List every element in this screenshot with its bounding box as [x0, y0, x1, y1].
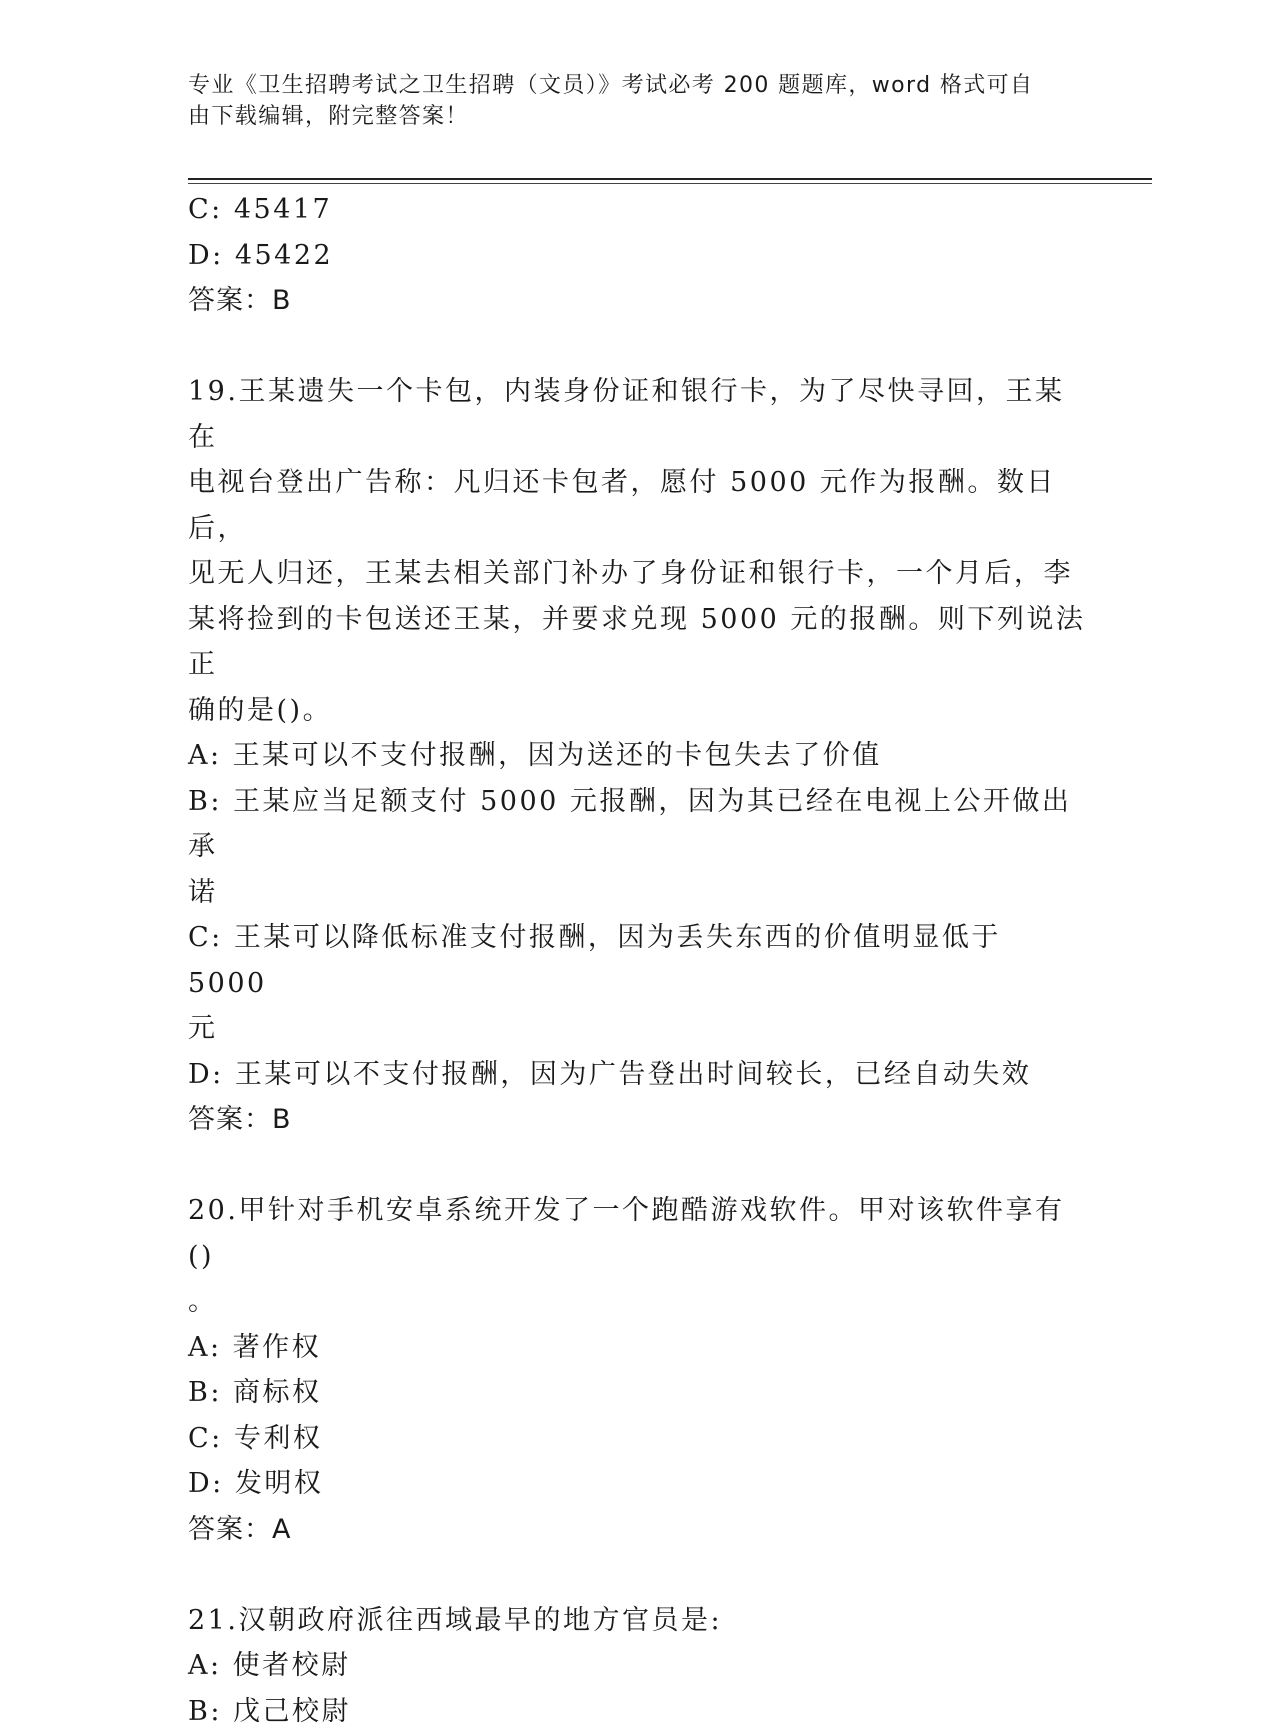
- q19-option-c-line-2: 元: [188, 1006, 1088, 1052]
- q19-stem-line-5: 确的是()。: [188, 688, 1088, 734]
- q20-answer: 答案：A: [188, 1507, 1088, 1553]
- header-line-1: 专业《卫生招聘考试之卫生招聘（文员）》考试必考 200 题题库，word 格式可自: [188, 70, 1068, 101]
- q19-stem-line-1: 19.王某遗失一个卡包，内装身份证和银行卡，为了尽快寻回，王某在: [188, 369, 1088, 460]
- q19-stem-line-4: 某将捡到的卡包送还王某，并要求兑现 5000 元的报酬。则下列说法正: [188, 597, 1088, 688]
- q18-option-d: D: 45422: [188, 233, 1088, 279]
- page-header: [188, 70, 1068, 132]
- q19-option-d: D: 王某可以不支付报酬，因为广告登出时间较长，已经自动失效: [188, 1052, 1088, 1098]
- spacer: [188, 324, 1088, 370]
- header-rule-top: [188, 178, 1152, 180]
- header-rule-bottom: [188, 183, 1152, 184]
- question-20: [188, 1188, 1088, 1552]
- q18-option-c: C: 45417: [188, 187, 1088, 233]
- q18-answer: 答案：B: [188, 278, 1088, 324]
- q21-option-b: B: 戊己校尉: [188, 1689, 1088, 1734]
- q19-option-b-line-2: 诺: [188, 870, 1088, 916]
- q20-stem-line-2: 。: [188, 1279, 1088, 1325]
- q20-option-d: D: 发明权: [188, 1461, 1088, 1507]
- q21-option-a: A: 使者校尉: [188, 1643, 1088, 1689]
- q19-stem-line-2: 电视台登出广告称：凡归还卡包者，愿付 5000 元作为报酬。数日后，: [188, 460, 1088, 551]
- question-19: [188, 369, 1088, 1143]
- spacer: [188, 1143, 1088, 1189]
- question-21: [188, 1598, 1088, 1734]
- q19-answer: 答案：B: [188, 1097, 1088, 1143]
- question-18: [188, 187, 1088, 324]
- document-body: [188, 187, 1088, 1734]
- q21-stem: 21.汉朝政府派往西域最早的地方官员是:: [188, 1598, 1088, 1644]
- q20-option-c: C: 专利权: [188, 1416, 1088, 1462]
- q19-stem-line-3: 见无人归还，王某去相关部门补办了身份证和银行卡，一个月后，李: [188, 551, 1088, 597]
- q19-option-b-line-1: B: 王某应当足额支付 5000 元报酬，因为其已经在电视上公开做出承: [188, 779, 1088, 870]
- header-line-2: 由下载编辑，附完整答案！: [188, 101, 1068, 132]
- q20-option-a: A: 著作权: [188, 1325, 1088, 1371]
- q19-option-c-line-1: C: 王某可以降低标准支付报酬，因为丢失东西的价值明显低于 5000: [188, 915, 1088, 1006]
- spacer: [188, 1552, 1088, 1598]
- q20-stem-line-1: 20.甲针对手机安卓系统开发了一个跑酷游戏软件。甲对该软件享有(): [188, 1188, 1088, 1279]
- q19-option-a: A: 王某可以不支付报酬，因为送还的卡包失去了价值: [188, 733, 1088, 779]
- q20-option-b: B: 商标权: [188, 1370, 1088, 1416]
